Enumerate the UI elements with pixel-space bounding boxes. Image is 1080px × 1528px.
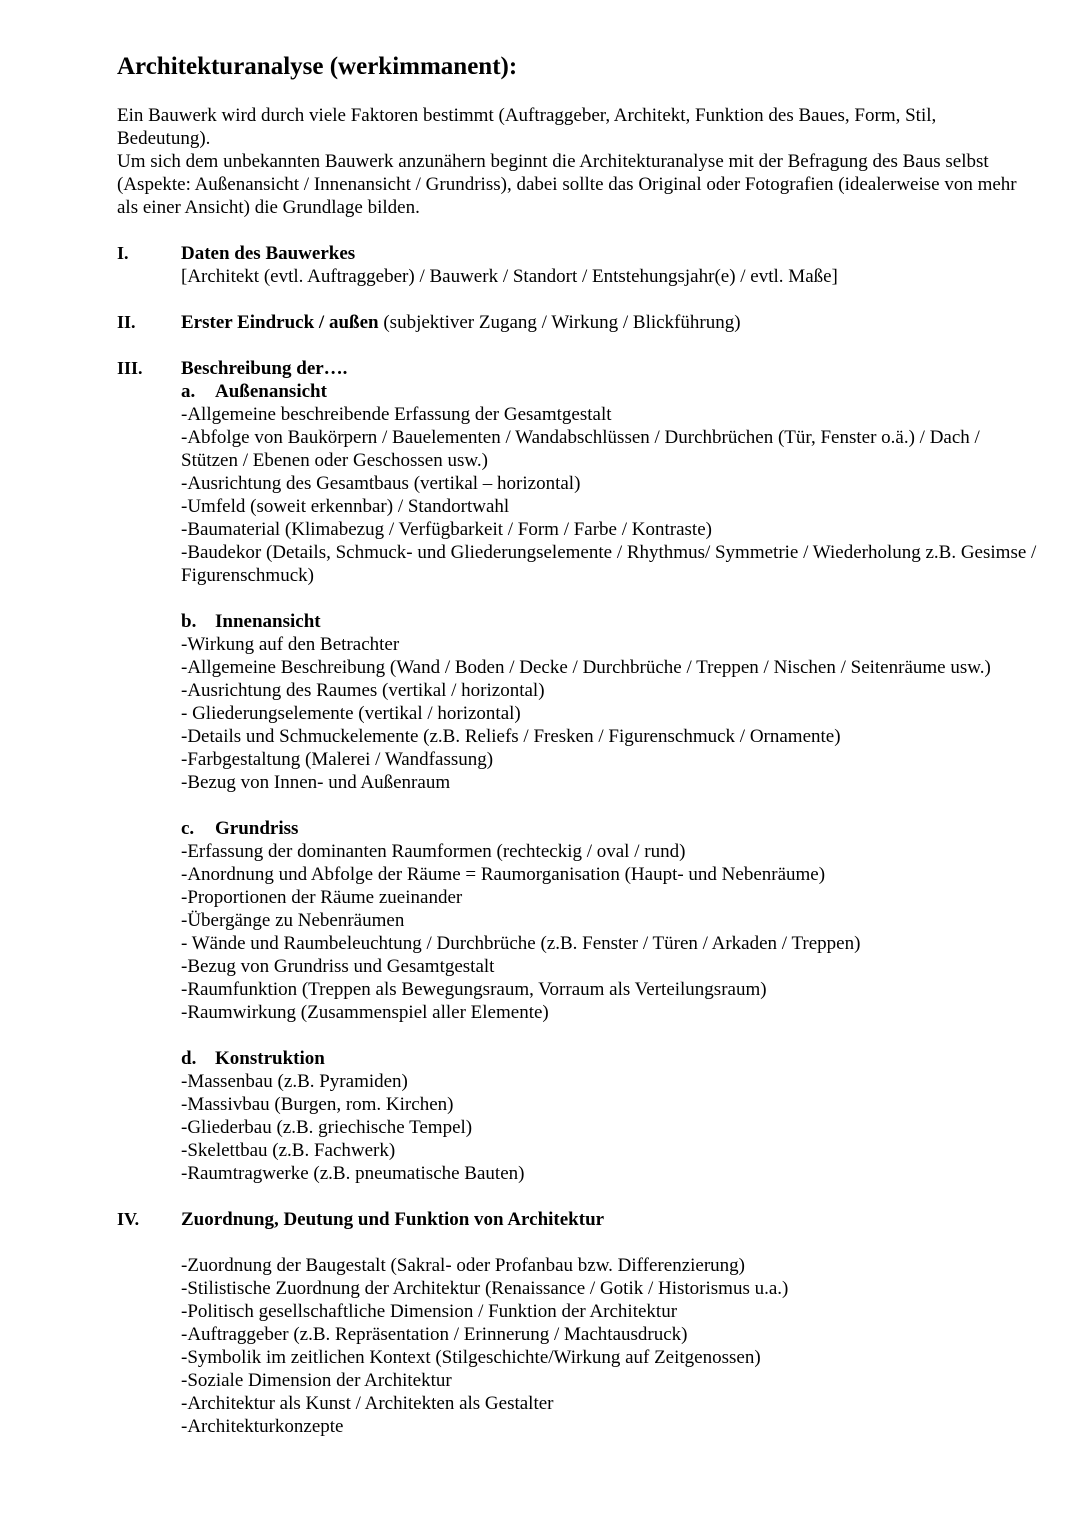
list-item: -Politisch gesellschaftliche Dimension / Funktion der Architektur [181, 1301, 678, 1322]
subsection-b-title: Innenansicht [215, 611, 321, 632]
list-item: -Bezug von Innen- und Außenraum [181, 772, 451, 793]
list-item: -Architekturkonzepte [181, 1416, 344, 1437]
list-item: -Abfolge von Baukörpern / Bauelementen / Wandabschlüssen / Durchbrüchen (Tür, Fenster o.ä.) / Dach / Stützen / Ebenen oder Geschossen usw.) [181, 427, 980, 471]
section-4-heading: Zuordnung, Deutung und Funktion von Architektur [181, 1209, 605, 1230]
list-item: - Gliederungselemente (vertikal / horizontal) [181, 703, 521, 724]
section-1-heading: Daten des Bauwerkes [181, 243, 356, 264]
list-item: -Skelettbau (z.B. Fachwerk) [181, 1140, 396, 1161]
section-1-numeral: I. [117, 243, 129, 263]
section-1-detail: [Architekt (evtl. Auftraggeber) / Bauwerk / Standort / Entstehungsjahr(e) / evtl. Maße] [181, 266, 838, 287]
subsection-a-letter: a. [181, 381, 196, 402]
list-item: -Umfeld (soweit erkennbar) / Standortwahl [181, 496, 510, 517]
section-2-heading: Erster Eindruck / außen [181, 312, 379, 333]
subsection-a [181, 380, 1040, 587]
section-3 [117, 357, 1040, 1185]
section-4-numeral: IV. [117, 1209, 140, 1229]
list-item: -Übergänge zu Nebenräumen [181, 910, 405, 931]
subsection-a-title: Außenansicht [215, 381, 327, 402]
list-item: -Baumaterial (Klimabezug / Verfügbarkeit / Form / Farbe / Kontraste) [181, 519, 712, 540]
list-item: -Auftraggeber (z.B. Repräsentation / Erinnerung / Machtausdruck) [181, 1324, 688, 1345]
list-item: -Raumwirkung (Zusammenspiel aller Elemente) [181, 1002, 549, 1023]
list-item: -Proportionen der Räume zueinander [181, 887, 463, 908]
list-item: -Wirkung auf den Betrachter [181, 634, 400, 655]
subsection-b-letter: b. [181, 611, 197, 632]
list-item: -Raumfunktion (Treppen als Bewegungsraum, Vorraum als Verteilungsraum) [181, 979, 767, 1000]
section-1 [117, 242, 1040, 288]
section-4 [117, 1208, 1040, 1438]
list-item: -Zuordnung der Baugestalt (Sakral- oder Profanbau bzw. Differenzierung) [181, 1255, 745, 1276]
list-item: -Anordnung und Abfolge der Räume = Raumorganisation (Haupt- und Nebenräume) [181, 864, 826, 885]
section-2 [117, 311, 1040, 334]
list-item: -Architektur als Kunst / Architekten als Gestalter [181, 1393, 554, 1414]
subsection-d-letter: d. [181, 1048, 197, 1069]
document-title: Architekturanalyse (werkimmanent): [117, 53, 518, 80]
list-item: -Erfassung der dominanten Raumformen (rechteckig / oval / rund) [181, 841, 686, 862]
list-item: -Raumtragwerke (z.B. pneumatische Bauten) [181, 1163, 525, 1184]
list-item: -Massivbau (Burgen, rom. Kirchen) [181, 1094, 454, 1115]
list-item: - Wände und Raumbeleuchtung / Durchbrüche (z.B. Fenster / Türen / Arkaden / Treppen) [181, 933, 861, 954]
subsection-c [181, 817, 1040, 1024]
list-item: -Gliederbau (z.B. griechische Tempel) [181, 1117, 473, 1138]
list-item: -Ausrichtung des Raumes (vertikal / horizontal) [181, 680, 545, 701]
list-item: -Allgemeine Beschreibung (Wand / Boden / Decke / Durchbrüche / Treppen / Nischen / Seitenräume usw.) [181, 657, 991, 678]
subsection-c-letter: c. [181, 818, 195, 839]
list-item: -Allgemeine beschreibende Erfassung der Gesamtgestalt [181, 404, 612, 425]
list-item: -Baudekor (Details, Schmuck- und Gliederungselemente / Rhythmus/ Symmetrie / Wiederholung z.B. Gesimse / Figurenschmuck) [181, 542, 1037, 586]
list-item: -Massenbau (z.B. Pyramiden) [181, 1071, 408, 1092]
subsection-c-title: Grundriss [215, 818, 299, 839]
intro-paragraph-2: Um sich dem unbekannten Bauwerk anzunähern beginnt die Architekturanalyse mit der Befragung des Baus selbst (Aspekte: Außenansicht / Innenansicht / Grundriss), dabei sollte das Original oder Fotografien (idealerweise von mehr als einer Ansicht) die Grundlage bilden. [117, 151, 1017, 218]
list-item: -Details und Schmuckelemente (z.B. Reliefs / Fresken / Figurenschmuck / Ornamente) [181, 726, 841, 747]
intro [117, 104, 1040, 219]
section-3-heading: Beschreibung der…. [181, 358, 348, 379]
list-item: -Stilistische Zuordnung der Architektur (Renaissance / Gotik / Historismus u.a.) [181, 1278, 789, 1299]
section-3-numeral: III. [117, 358, 143, 378]
subsection-d-title: Konstruktion [215, 1048, 325, 1069]
subsection-d [181, 1047, 1040, 1185]
list-item: -Farbgestaltung (Malerei / Wandfassung) [181, 749, 494, 770]
list-item: -Ausrichtung des Gesamtbaus (vertikal – horizontal) [181, 473, 581, 494]
list-item: -Symbolik im zeitlichen Kontext (Stilgeschichte/Wirkung auf Zeitgenossen) [181, 1347, 761, 1368]
list-item: -Soziale Dimension der Architektur [181, 1370, 452, 1391]
intro-paragraph-1: Ein Bauwerk wird durch viele Faktoren bestimmt (Auftraggeber, Architekt, Funktion des Baues, Form, Stil, Bedeutung). [117, 105, 937, 149]
section-2-detail: (subjektiver Zugang / Wirkung / Blickführung) [378, 312, 741, 333]
section-2-numeral: II. [117, 312, 136, 332]
list-item: -Bezug von Grundriss und Gesamtgestalt [181, 956, 495, 977]
subsection-b [181, 610, 1040, 794]
